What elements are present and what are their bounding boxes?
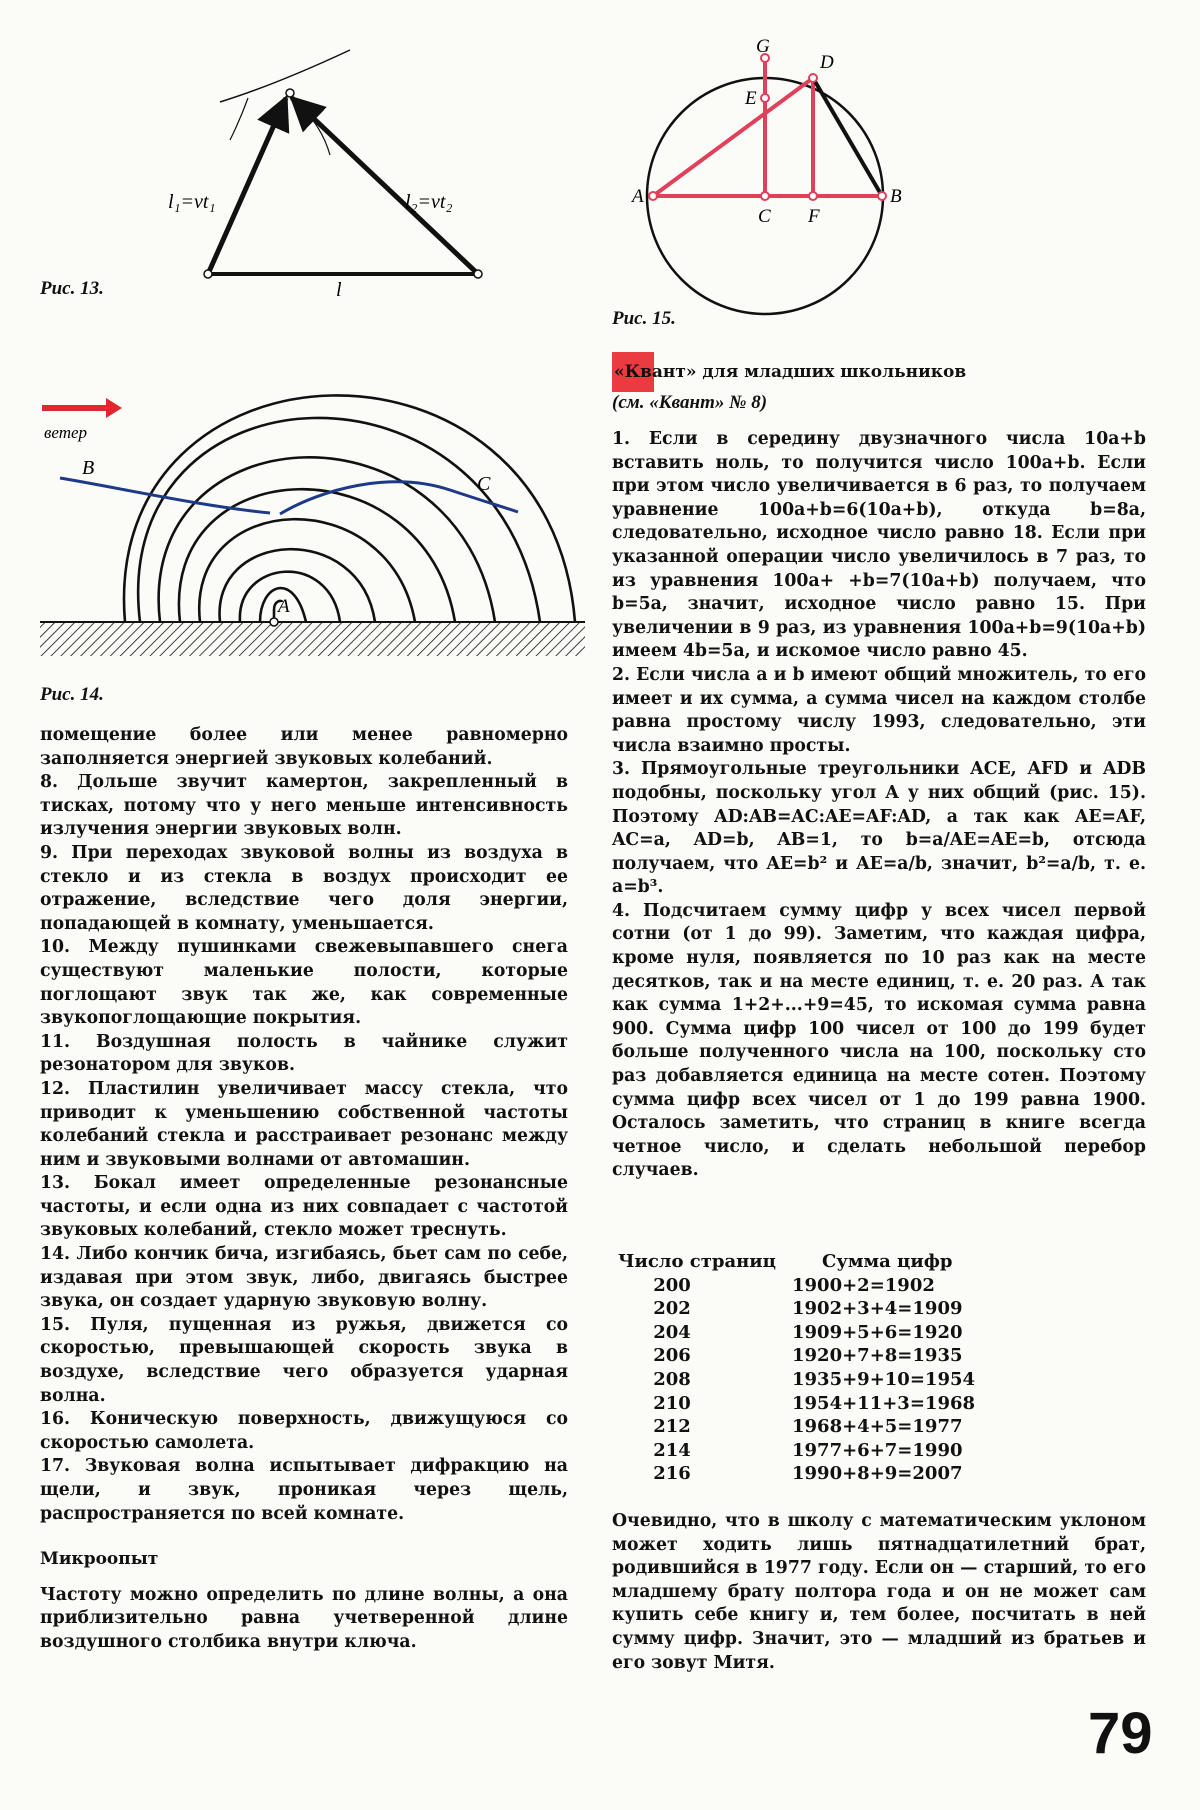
fig15-label-A: A [632, 186, 644, 207]
table-header-sum: Сумма цифр [822, 1251, 953, 1272]
fig14-label-A: A [278, 596, 290, 617]
table-row [612, 1297, 1082, 1321]
table-cell: 1968+4+5=1977 [792, 1416, 963, 1438]
fig15-point-E [761, 94, 769, 102]
table-row [612, 1462, 1082, 1486]
fig14-wave-3 [240, 572, 340, 622]
table-cell: 1990+8+9=2007 [792, 1463, 963, 1485]
section-ref: (см. «Квант» № 8) [612, 392, 768, 413]
answer-9: 9. При переходах звуковой волны из воздуха в стекло и из стекла в воздух происходит ее отражение, вследствие чего доля энергии, попадающей в комнату, уменьшается. [40, 842, 568, 934]
fig13-label-l: l [336, 279, 342, 301]
table-cell: 210 [653, 1392, 691, 1414]
answer-12: 12. Пластилин увеличивает массу стекла, что приводит к уменьшению собственной частоты колебаний стекла и расстраивает резонанс между ним и звуковыми волнами от автомашин. [40, 1078, 568, 1170]
fig14-wave-8 [138, 418, 540, 622]
table-cell: 214 [653, 1439, 691, 1461]
fig13-label-l2: l₂=vt₂ [405, 191, 453, 213]
table-row [612, 1321, 1082, 1345]
fig13-caption: Рис. 13. [40, 278, 104, 299]
fig13-arc [220, 50, 350, 102]
answer-8: 8. Дольше звучит камертон, закрепленный в тисках, потому что у него меньше интенсивность излучения энергии звуковых волн. [40, 772, 568, 840]
section-title: «Квант» для младших школьников [614, 362, 967, 382]
micro-text: Частоту можно определить по длине волны, а она приблизительно равна учетверенной длине воздушного столбика внутри ключа. [40, 1584, 568, 1652]
table-cell: 216 [653, 1463, 691, 1485]
fig15-point-F [809, 192, 817, 200]
fig14-point-A [270, 618, 278, 626]
table-row [612, 1368, 1082, 1392]
table-cell: 1909+5+6=1920 [792, 1321, 963, 1343]
answer-16: 16. Коническую поверхность, движущуюся со скоростью самолета. [40, 1409, 568, 1453]
fig14-wave-4 [220, 549, 375, 622]
fig15-point-D [809, 74, 817, 82]
table-header [612, 1250, 1082, 1274]
answer-14: 14. Либо кончик бича, изгибаясь, бьет сам по себе, издавая при этом звук, либо, двигаясь быстрее звука, он создает ударную звуковую волну. [40, 1244, 568, 1312]
answer-11: 11. Воздушная полость в чайнике служит резонатором для звуков. [40, 1031, 568, 1076]
fig15-point-B [878, 192, 886, 200]
fig14-label-B: B [82, 457, 95, 479]
fig15-label-G: G [756, 36, 770, 57]
figure-15 [630, 30, 1050, 330]
answer-10: 10. Между пушинками свежевыпавшего снега существуют маленькие полости, которые поглощают звук так же, как современные звукопоглощающие покрытия. [40, 937, 568, 1029]
fig13-label-l1: l₁=vt₁ [168, 191, 216, 213]
figure-14 [30, 320, 590, 675]
fig15-caption: Рис. 15. [612, 308, 676, 329]
conclusion-text: Очевидно, что в школу с математическим уклоном может ходить лишь пятнадцатилетний брат, родившийся в 1977 году. Если он — старший, то его младшему брату полтора года и он не может сам купить себе книгу и, тем более, посчитать в ней сумму цифр. Значит, это — младший из братьев и его зовут Митя. [612, 1511, 1146, 1673]
fig14-arrow-head [106, 398, 122, 418]
left-column [40, 724, 568, 1655]
table-cell: 200 [653, 1274, 691, 1296]
figure-13 [60, 40, 520, 310]
fig15-label-C: C [758, 206, 771, 227]
answer-15: 15. Пуля, пущенная из ружья, движется со скоростью, превышающей скорость звука в воздухе, вследствие чего образуется ударная волна. [40, 1314, 568, 1406]
page-number: 79 [1088, 1701, 1153, 1766]
table-cell: 1920+7+8=1935 [792, 1345, 963, 1367]
table-cell: 1977+6+7=1990 [792, 1439, 963, 1461]
table-row [612, 1392, 1082, 1416]
table-row [612, 1344, 1082, 1368]
fig15-label-D: D [820, 52, 834, 73]
fig13-arc-left [230, 98, 248, 140]
answer-2: 2. Если числа a и b имеют общий множитель, то его имеет и их сумма, а сумма чисел на каждом столбе равна простому числу 1993, следовательно, эти числа взаимно просты. [612, 664, 1146, 756]
table-cell: 212 [653, 1416, 691, 1438]
fig14-label-C: C [477, 473, 491, 495]
fig15-label-B: B [890, 186, 902, 207]
table-cell: 204 [653, 1321, 691, 1343]
paragraph: помещение более или менее равномерно заполняется энергией звуковых колебаний. [40, 725, 568, 769]
fig13-point-left [204, 270, 212, 278]
fig14-label-wind: ветер [44, 423, 88, 442]
fig14-wave-5 [199, 519, 415, 622]
fig15-line-DB [813, 78, 882, 196]
table-cell: 1954+11+3=1968 [792, 1392, 976, 1414]
table-row [612, 1274, 1082, 1298]
table-row [612, 1415, 1082, 1439]
fig13-point-top [286, 89, 294, 97]
fig13-point-right [474, 270, 482, 278]
micro-heading: Микроопыт [40, 1549, 159, 1570]
fig14-wave-7 [159, 457, 495, 622]
right-column [612, 428, 1146, 1183]
table-cell: 206 [653, 1345, 691, 1367]
pages-table [612, 1250, 1082, 1486]
fig14-ground [40, 622, 585, 656]
table-header-pages: Число страниц [618, 1251, 776, 1272]
fig15-point-C [761, 192, 769, 200]
answer-1: 1. Если в середину двузначного числа 10a+b вставить ноль, то получится число 100a+b. Если при этом число увеличивается в 6 раз, то получаем уравнение 100a+b=6(10a+b), откуда b=8a, следовательно, исходное число равно 18. Если при указанной операции число увеличилось в 7 раз, то из уравнения 100a+ +b=7(10a+b) получаем, что b=5a, значит, исходное число равно 15. При увеличении в 9 раз, из уравнения 100a+b=9(10a+b) имеем 4b=5a, и искомое число равно 45. [612, 429, 1146, 662]
fig15-line-AD [653, 78, 813, 196]
conclusion [612, 1510, 1146, 1675]
fig13-side-l2 [292, 98, 478, 274]
table-row [612, 1439, 1082, 1463]
fig13-side-l1 [208, 98, 286, 274]
fig15-point-A [649, 192, 657, 200]
answer-4: 4. Подсчитаем сумму цифр у всех чисел первой сотни (от 1 до 99). Заметим, что каждая цифра, кроме нуля, появляется по 10 раз как на месте десятков, так и на месте единиц, т. е. 20 раз. А так как сумма 1+2+...+9=45, то искомая сумма равна 900. Сумма цифр 100 чисел от 100 до 199 будет больше полученного числа на 100, поскольку сто раз добавляется единица на месте сотен. Поэтому сумма цифр всех чисел от 1 до 199 равна 1900. Осталось заметить, что страниц в книге всегда четное число, и сделать небольшой перебор случаев. [612, 900, 1146, 1181]
table-cell: 1902+3+4=1909 [792, 1298, 963, 1320]
answer-3: 3. Прямоугольные треугольники ACE, AFD и ADB подобны, поскольку угол A у них общий (рис. 15). Поэтому AD:AB=AC:AE=AF:AD, а так как AE=AF, AC=a, AD=b, AB=1, то b=a/AE=AE=b, отсюда получаем, что AE=b² и AE=a/b, значит, b²=a/b, т. е. a=b³. [612, 759, 1146, 898]
table-cell: 1900+2=1902 [792, 1274, 935, 1296]
answer-13: 13. Бокал имеет определенные резонансные частоты, и если одна из них совпадает с частотой звуковых колебаний, стекло может треснуть. [40, 1173, 568, 1241]
table-cell: 208 [653, 1368, 691, 1390]
table-cell: 202 [653, 1298, 691, 1320]
table-cell: 1935+9+10=1954 [792, 1368, 976, 1390]
answer-17: 17. Звуковая волна испытывает дифракцию на щели, и звук, проникая через щель, распространяется по всей комнате. [40, 1456, 568, 1524]
fig15-label-F: F [808, 206, 820, 227]
fig15-label-E: E [745, 88, 757, 109]
fig14-caption: Рис. 14. [40, 684, 104, 705]
